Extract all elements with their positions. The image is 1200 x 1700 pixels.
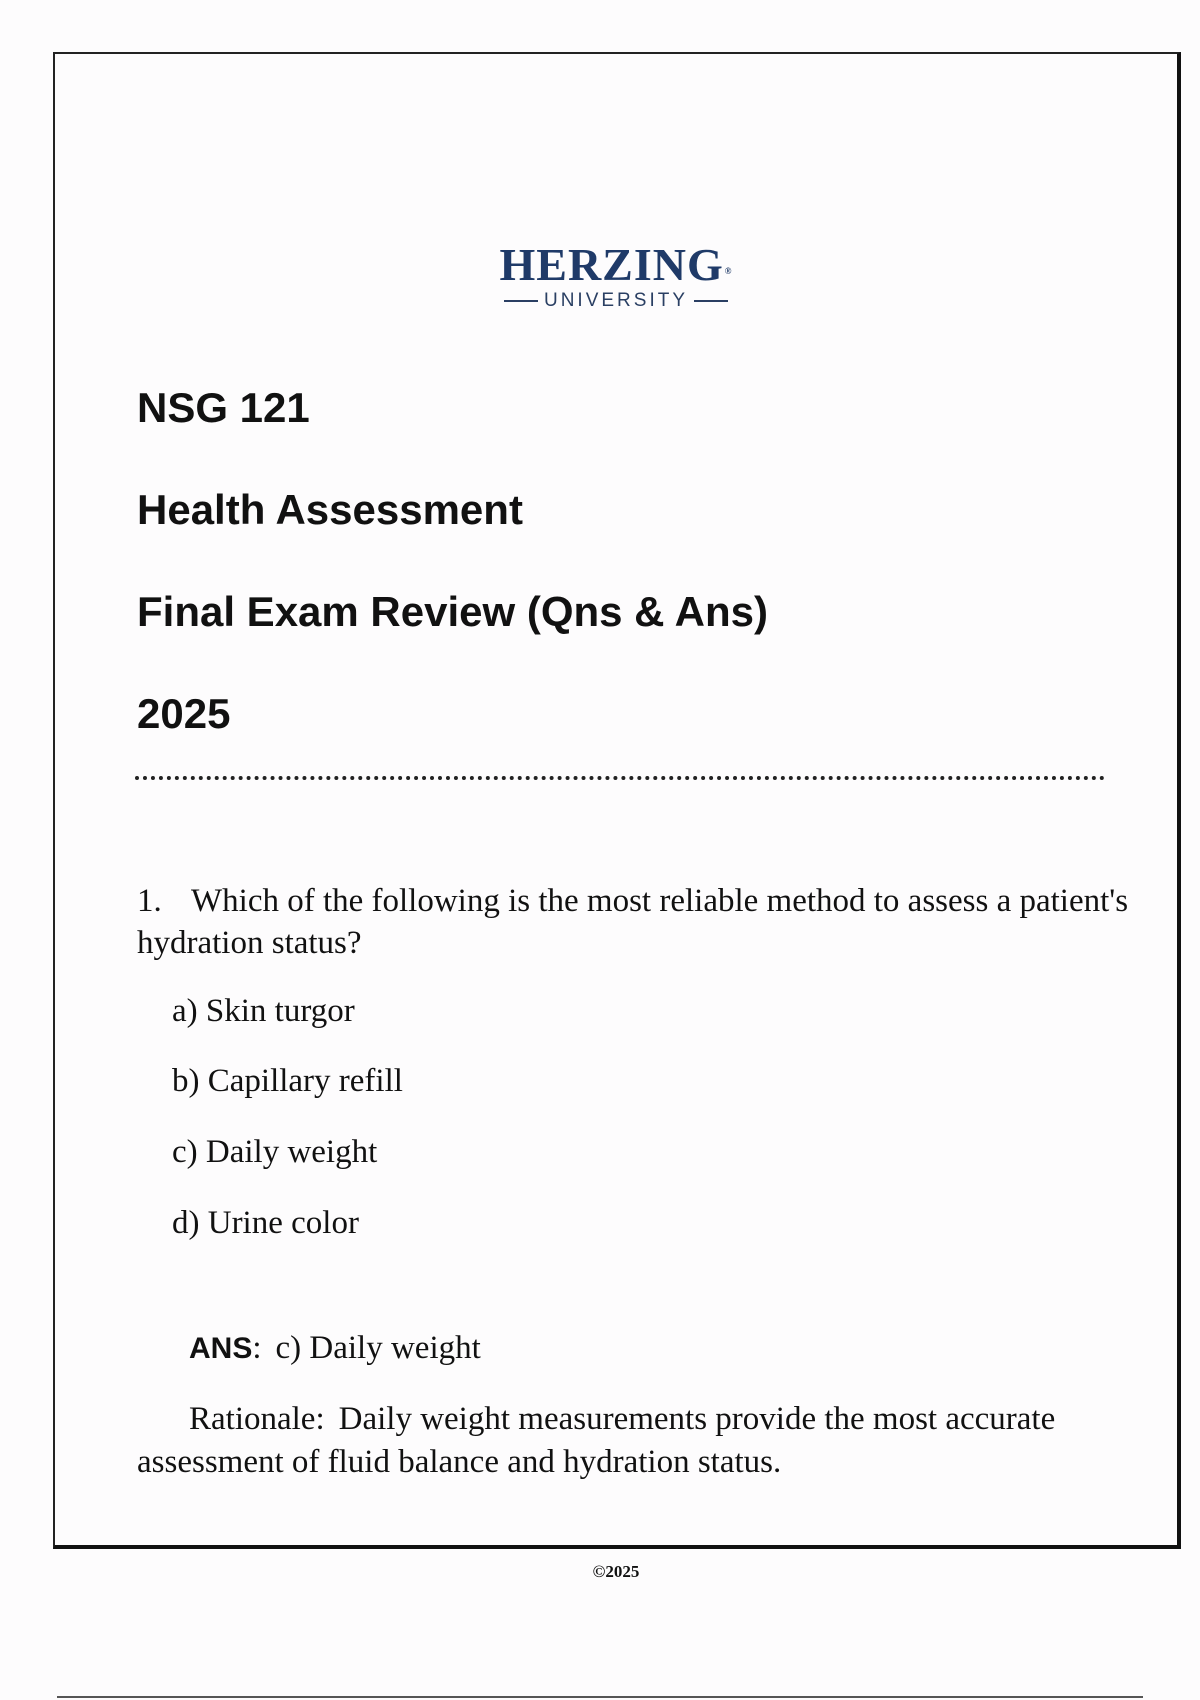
herzing-university-logo (55, 240, 1177, 312)
document-year: 2025 (137, 690, 231, 737)
logo-rule-left (504, 300, 538, 302)
dotted-divider (135, 776, 1105, 780)
answer-label: ANS (189, 1332, 253, 1365)
copyright-footer: ©2025 (592, 1562, 640, 1581)
rationale-label: Rationale: (189, 1401, 325, 1437)
answer-line (189, 1327, 481, 1370)
question-text: Which of the following is the most reliable method to assess a patient's hydration status? (137, 883, 1129, 961)
logo-registered-mark: ® (724, 266, 733, 276)
document-title: Final Exam Review (Qns & Ans) (137, 588, 768, 635)
logo-rule-right (694, 300, 728, 302)
logo-subtitle: UNIVERSITY (543, 290, 689, 311)
document-page (53, 52, 1181, 1581)
answer-colon: : (252, 1330, 262, 1366)
rationale (137, 1398, 1137, 1484)
bottom-rule (57, 1696, 1143, 1698)
logo-name: HERZING (499, 239, 724, 290)
question-number: 1. (137, 883, 162, 919)
course-code: NSG 121 (137, 384, 310, 431)
option-c: c) Daily weight (172, 1134, 378, 1170)
option-a: a) Skin turgor (172, 993, 355, 1029)
rationale-text: Daily weight measurements provide the most accurate assessment of fluid balance and hydration status. (137, 1401, 1056, 1480)
option-b: b) Capillary refill (172, 1063, 403, 1099)
answer-value: c) Daily weight (275, 1330, 481, 1366)
course-title: Health Assessment (137, 486, 523, 533)
logo-subtitle-row (55, 290, 1177, 312)
logo-wordmark (500, 240, 733, 290)
question-1 (137, 880, 1137, 964)
option-d: d) Urine color (172, 1205, 359, 1241)
